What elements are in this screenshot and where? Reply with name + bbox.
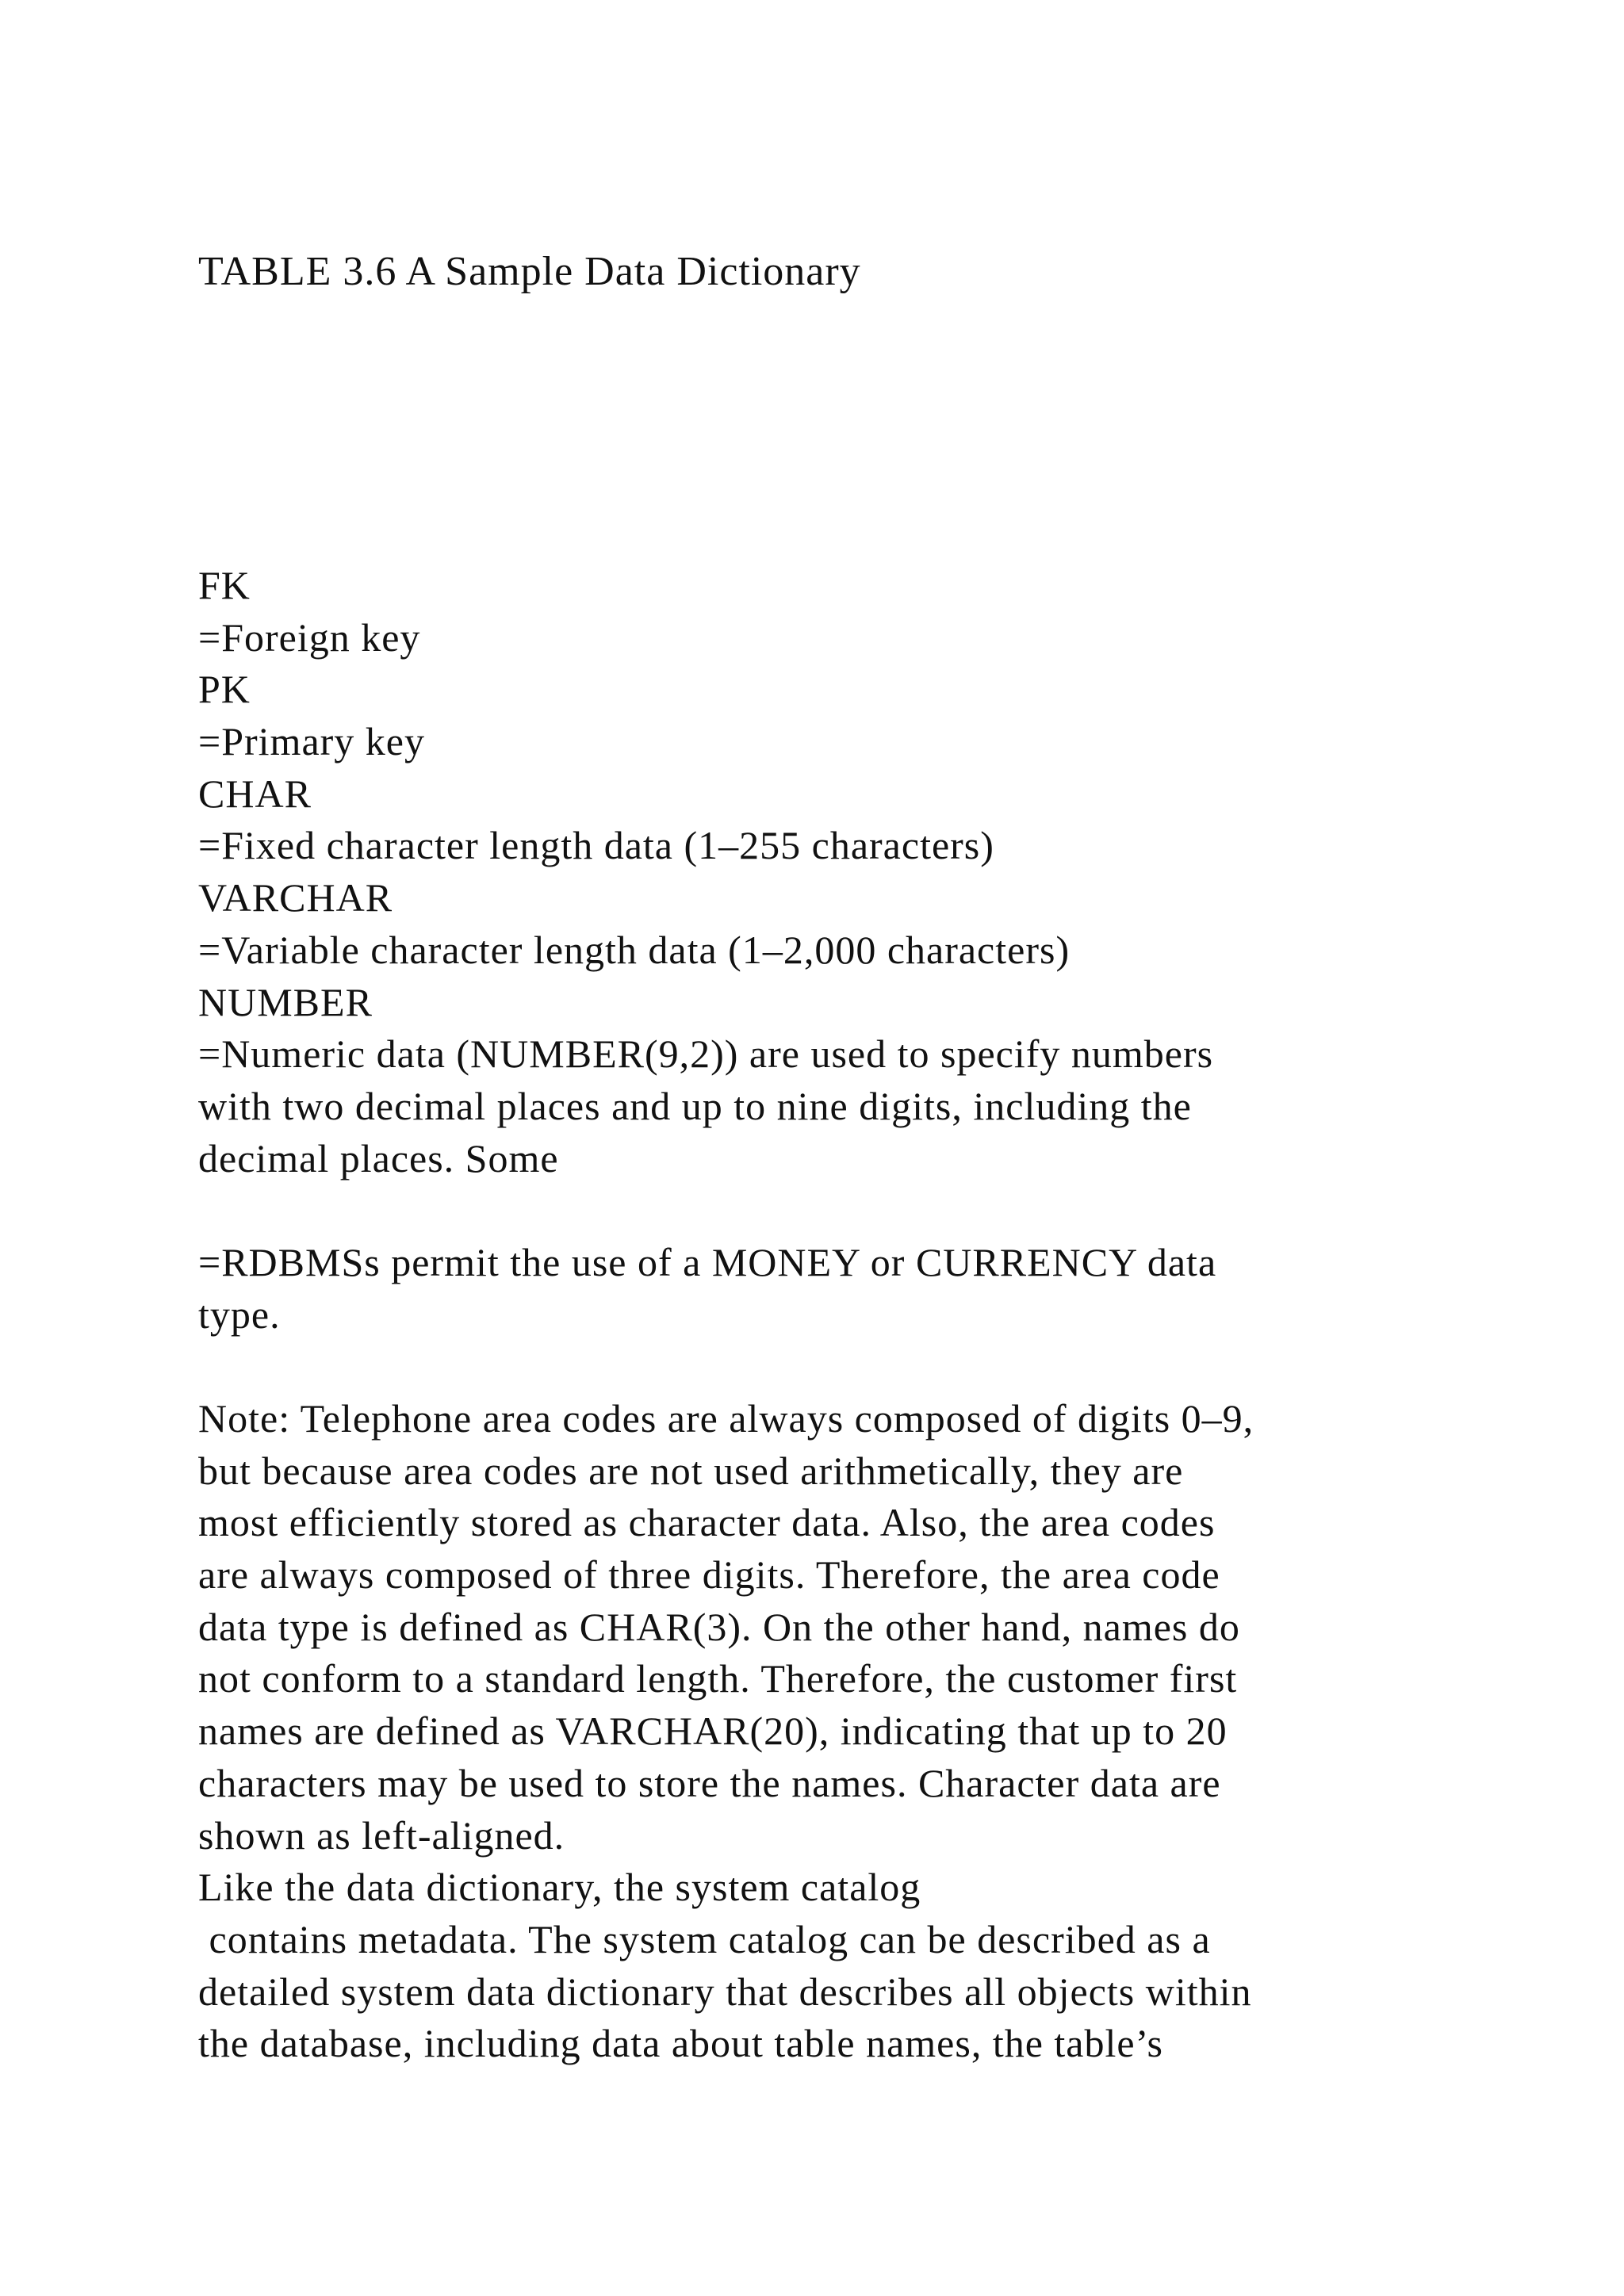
blank-line — [198, 1341, 1546, 1393]
text-line: contains metadata. The system catalog can be described as a — [198, 1916, 1211, 1961]
text-line: detailed system data dictionary that describes all objects within — [198, 1969, 1252, 2014]
text-line: names are defined as VARCHAR(20), indicating that up to 20 — [198, 1709, 1228, 1754]
text-line: PK — [198, 667, 251, 712]
body-text — [198, 560, 1546, 2070]
text-line: =Variable character length data (1–2,000 characters) — [198, 927, 1071, 972]
text-line: =RDBMSs permit the use of a MONEY or CURRENCY data — [198, 1239, 1217, 1284]
text-line: the database, including data about table names, the table’s — [198, 2021, 1163, 2066]
table-title: TABLE 3.6 A Sample Data Dictionary — [198, 249, 861, 294]
text-line: with two decimal places and up to nine digits, including the — [198, 1083, 1192, 1128]
text-line: shown as left-aligned. — [198, 1812, 565, 1858]
text-line: type. — [198, 1292, 281, 1337]
text-line: =Primary key — [198, 719, 425, 764]
text-line: FK — [198, 563, 251, 607]
text-line: VARCHAR — [198, 875, 393, 920]
text-line: data type is defined as CHAR(3). On the other hand, names do — [198, 1604, 1240, 1649]
text-line: characters may be used to store the names. Character data are — [198, 1760, 1221, 1805]
text-line: =Numeric data (NUMBER(9,2)) are used to specify numbers — [198, 1031, 1214, 1077]
text-line: Note: Telephone area codes are always composed of digits 0–9, — [198, 1396, 1254, 1441]
text-line: but because area codes are not used arithmetically, they are — [198, 1448, 1184, 1493]
blank-line — [198, 1184, 1546, 1237]
text-line: =Foreign key — [198, 614, 421, 660]
text-line: CHAR — [198, 771, 312, 816]
text-line: are always composed of three digits. Therefore, the area code — [198, 1552, 1220, 1598]
text-line: NUMBER — [198, 979, 373, 1024]
text-line: not conform to a standard length. Therefore, the customer first — [198, 1656, 1238, 1701]
text-line: most efficiently stored as character data. Also, the area codes — [198, 1500, 1216, 1545]
text-line: decimal places. Some — [198, 1135, 559, 1181]
text-line: =Fixed character length data (1–255 characters) — [198, 823, 994, 868]
text-line: Like the data dictionary, the system catalog — [198, 1865, 921, 1910]
